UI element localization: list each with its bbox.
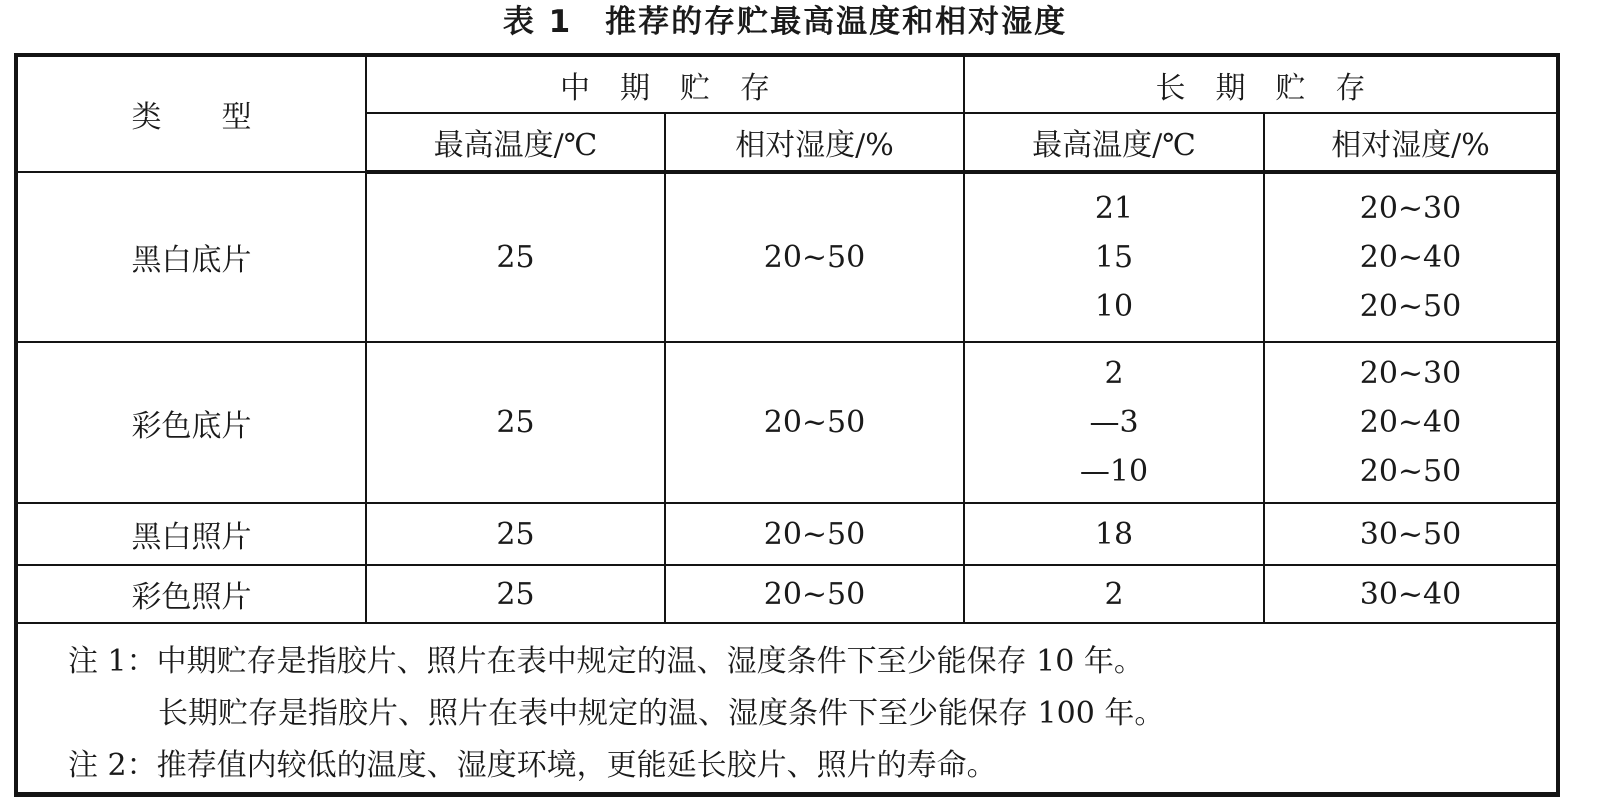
table-notes [16, 623, 1558, 795]
cell-long-rh: 30~50 [1264, 503, 1558, 565]
subheader-mid-relative-humidity: 相对湿度/% [665, 113, 964, 172]
cell-mid-temp: 25 [366, 172, 665, 342]
cell-long-temp: 18 [964, 503, 1264, 565]
value-line: 21 [1094, 191, 1134, 226]
cell-long-rh: 30~40 [1264, 565, 1558, 623]
value-line: 20~40 [1359, 240, 1462, 275]
cell-mid-rh: 20~50 [665, 172, 964, 342]
table-notes-row [16, 623, 1558, 795]
cell-type: 黑白照片 [16, 503, 366, 565]
value-line: 15 [1094, 240, 1134, 275]
table-row-bw-negatives [16, 172, 1558, 342]
subheader-mid-max-temp: 最高温度/℃ [366, 113, 665, 172]
value-line: 10 [1094, 289, 1134, 324]
table-row-color-prints [16, 565, 1558, 623]
value-line: 20~40 [1359, 405, 1462, 440]
value-line: —3 [1089, 405, 1139, 440]
cell-type: 彩色照片 [16, 565, 366, 623]
cell-long-rh [1264, 172, 1558, 342]
note-line: 注 2：推荐值内较低的温度、湿度环境，更能延长胶片、照片的寿命。 [68, 748, 997, 783]
header-type: 类 型 [16, 55, 366, 172]
value-line: —10 [1079, 454, 1149, 489]
cell-long-rh [1264, 342, 1558, 503]
table-row-color-negatives [16, 342, 1558, 503]
cell-mid-temp: 25 [366, 503, 665, 565]
value-line: 2 [1104, 356, 1124, 391]
cell-type: 黑白底片 [16, 172, 366, 342]
note-line: 注 1：中期贮存是指胶片、照片在表中规定的温、湿度条件下至少能保存 10 年。 [68, 644, 1144, 679]
cell-type: 彩色底片 [16, 342, 366, 503]
value-line: 20~50 [1359, 289, 1462, 324]
table-title: 表 1 推荐的存贮最高温度和相对湿度 [502, 4, 1068, 40]
header-mid-term-storage: 中 期 贮 存 [366, 55, 964, 113]
table-row-bw-prints [16, 503, 1558, 565]
cell-mid-temp: 25 [366, 565, 665, 623]
cell-mid-temp: 25 [366, 342, 665, 503]
header-long-term-storage: 长 期 贮 存 [964, 55, 1558, 113]
value-line: 20~50 [1359, 454, 1462, 489]
value-line: 20~30 [1359, 191, 1462, 226]
cell-long-temp [964, 172, 1264, 342]
subheader-long-max-temp: 最高温度/℃ [964, 113, 1264, 172]
cell-mid-rh: 20~50 [665, 342, 964, 503]
storage-conditions-table [14, 53, 1560, 797]
note-line: 长期贮存是指胶片、照片在表中规定的温、湿度条件下至少能保存 100 年。 [158, 696, 1165, 731]
value-line: 20~30 [1359, 356, 1462, 391]
cell-mid-rh: 20~50 [665, 565, 964, 623]
subheader-long-relative-humidity: 相对湿度/% [1264, 113, 1558, 172]
cell-mid-rh: 20~50 [665, 503, 964, 565]
cell-long-temp [964, 342, 1264, 503]
cell-long-temp: 2 [964, 565, 1264, 623]
header-row-groups [16, 55, 1558, 113]
